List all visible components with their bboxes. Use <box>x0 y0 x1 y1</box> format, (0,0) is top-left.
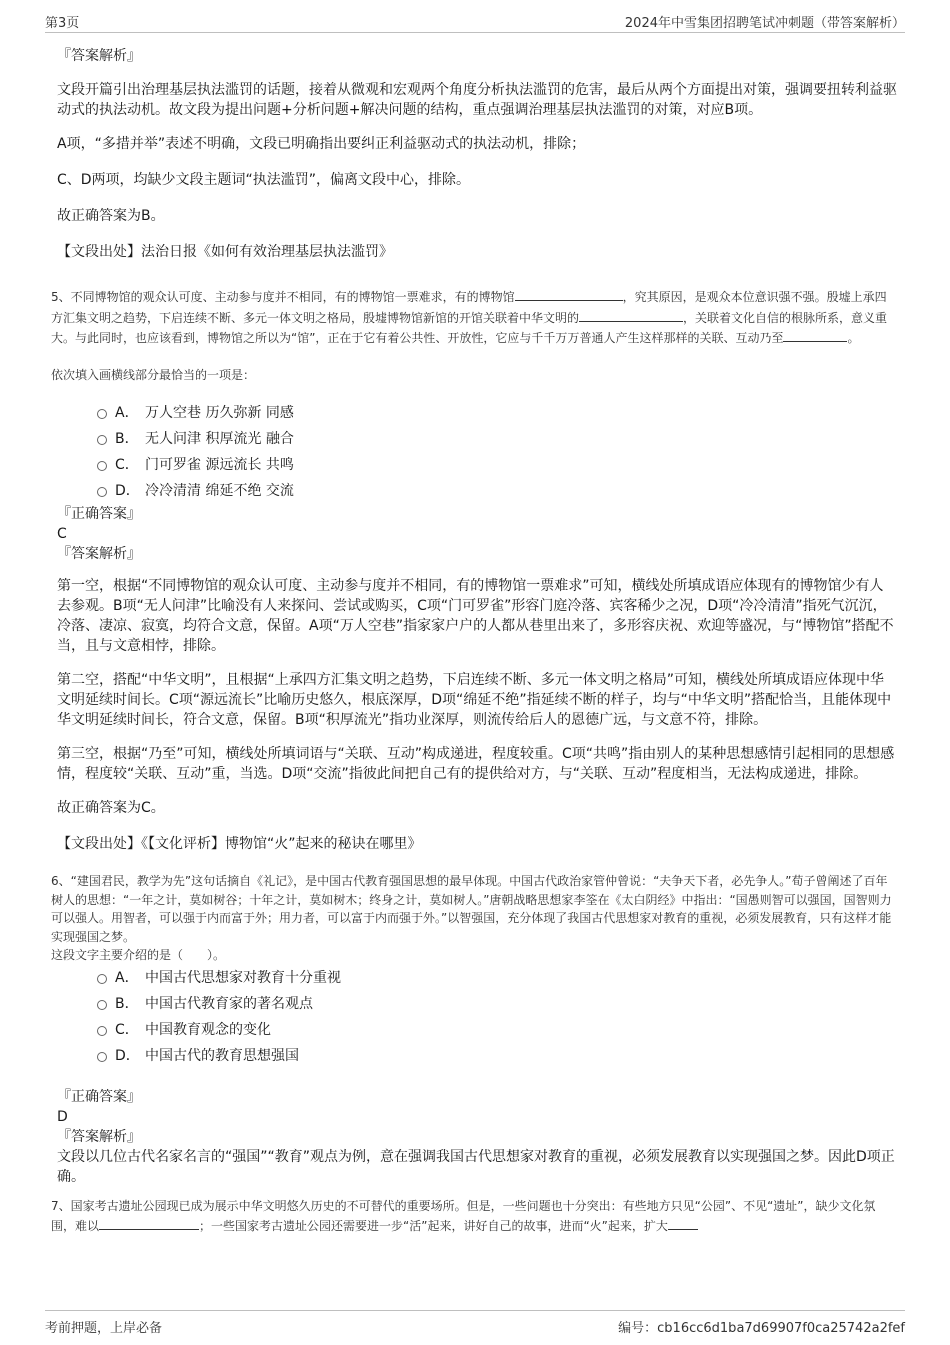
q5-stem: 5、不同博物馆的观众认可度、主动参与度并不相同，有的博物馆一票难求，有的博物馆 ，究其原因，是观众本位意识强不强。殷墟上承四方汇集文明之趋势，下启连续不断、多元一体文明之格局，殷墟博物馆新馆的开馆关联着中华文明的 ，关联着文化自信的根脉所系，意义重大。与此同时，也应该看到，博物馆之所以为“馆”，正在于它有着公共性、开放性，它应与千千万万普通人产生这样那样的关联、互动乃至 。 <box>51 286 897 348</box>
radio-icon[interactable] <box>97 974 107 984</box>
blank-2 <box>668 1215 698 1230</box>
q6-answer: D <box>57 1108 68 1125</box>
q6-instruction: 这段文字主要介绍的是（ ）。 <box>51 948 226 962</box>
q6-option-c[interactable]: C． 中国教育观念的变化 <box>57 1017 897 1043</box>
q4-analysis-p2: A项，“多措并举”表述不明确，文段已明确指出要纠正利益驱动式的执法动机，排除； <box>57 136 586 152</box>
q5-analysis-p3: 第三空，根据“乃至”可知，横线处所填词语与“关联、互动”构成递进，程度较重。C项“共鸣”指由别人的某种思想感情引起相同的思想感情，程度较“关联、互动”重，当选。D项“交流”指彼此间把自己有的提供给对方，与“关联、互动”程度相当，无法构成递进，排除。 <box>57 746 895 782</box>
q5-answer-tag: 『正确答案』 <box>57 506 141 522</box>
page-header <box>45 10 905 33</box>
q6-analysis-tag: 『答案解析』 <box>57 1128 141 1145</box>
radio-icon[interactable] <box>97 1052 107 1062</box>
q6-analysis: 文段以几位古代名家名言的“强国”“教育”观点为例，意在强调我国古代思想家对教育的重视，必须发展教育以实现强国之梦。因此D项正确。 <box>57 1148 895 1185</box>
q5-instruction: 依次填入画横线部分最恰当的一项是： <box>51 367 256 382</box>
blank-2 <box>579 307 683 322</box>
q5-option-c[interactable]: C． 门可罗雀 源远流长 共鸣 <box>57 452 897 478</box>
q5-source: 【文段出处】《【文化评析】博物馆“火”起来的秘诀在哪里》 <box>57 836 422 852</box>
q5-answer: C <box>57 526 67 542</box>
q4-analysis-p1: 文段开篇引出治理基层执法滥罚的话题，接着从微观和宏观两个角度分析执法滥罚的危害，最后从两个方面提出对策，强调要扭转利益驱动式的执法动机。故文段为提出问题+分析问题+解决问题的结构，重点强调治理基层执法滥罚的对策，对应B项。 <box>57 82 897 118</box>
q7-stem: 7、国家考古遗址公园现已成为展示中华文明悠久历史的不可替代的重要场所。但是，一些问题也十分突出：有些地方只见“公园”、不见“遗址”，缺少文化氛围，难以 ；一些国家考古遗址公园还需要进一步“活”起来，讲好自己的故事，进而“火”起来，扩大 <box>51 1198 876 1233</box>
blank-1 <box>515 286 623 301</box>
q6-option-b[interactable]: B． 中国古代教育家的著名观点 <box>57 991 897 1017</box>
page-footer <box>45 1310 905 1337</box>
q4-analysis-p4: 故正确答案为B。 <box>57 208 165 224</box>
q4-analysis-p3: C、D两项，均缺少文段主题词“执法滥罚”，偏离文段中心，排除。 <box>57 172 471 188</box>
q5-analysis-p1: 第一空，根据“不同博物馆的观众认可度、主动参与度并不相同，有的博物馆一票难求”可知，横线处所填成语应体现有的博物馆少有人去参观。B项“无人问津”比喻没有人来探问、尝试或购买，C项“门可罗雀”形容门庭冷落、宾客稀少之况，D项“冷冷清清”指死气沉沉，冷落、凄凉、寂寞，均符合文意，保留。A项“万人空巷”指家家户户的人都从巷里出来了，多形容庆祝、欢迎等盛况，与“博物馆”搭配不当，且与文意相悖，排除。 <box>57 578 894 654</box>
q5-analysis-p2: 第二空，搭配“中华文明”，且根据“上承四方汇集文明之趋势，下启连续不断、多元一体文明之格局”可知，横线处所填成语应体现中华文明延续时间长。C项“源远流长”比喻历史悠久，根底深厚，D项“绵延不绝”指延续不断的样子，均与“中华文明”搭配恰当，且能体现中华文明延续时间长，符合文意，保留。B项“积厚流光”指功业深厚，则流传给后人的恩德广远，与文意不符，排除。 <box>57 672 892 728</box>
footer-slogan: 考前押题，上岸必备 <box>45 1321 163 1336</box>
q5-option-a[interactable]: A． 万人空巷 历久弥新 同感 <box>57 400 897 426</box>
page-number: 第3页 <box>45 16 80 31</box>
q5-option-b[interactable]: B． 无人问津 积厚流光 融合 <box>57 426 897 452</box>
radio-icon[interactable] <box>97 461 107 471</box>
q6-answer-tag: 『正确答案』 <box>57 1088 141 1105</box>
q5-option-d[interactable]: D． 冷冷清清 绵延不绝 交流 <box>57 478 897 504</box>
q4-analysis-tag: 『答案解析』 <box>57 48 141 64</box>
q6-option-d[interactable]: D． 中国古代的教育思想强国 <box>57 1043 897 1069</box>
q5-analysis-p4: 故正确答案为C。 <box>57 800 165 816</box>
radio-icon[interactable] <box>97 435 107 445</box>
radio-icon[interactable] <box>97 1026 107 1036</box>
page-content <box>51 46 897 1236</box>
q4-source: 【文段出处】法治日报《如何有效治理基层执法滥罚》 <box>57 244 393 260</box>
q6-option-a[interactable]: A． 中国古代思想家对教育十分重视 <box>57 965 897 991</box>
radio-icon[interactable] <box>97 1000 107 1010</box>
document-title: 2024年中雪集团招聘笔试冲刺题（带答案解析） <box>624 16 905 31</box>
blank-1 <box>99 1215 199 1230</box>
document-serial: 编号：cb16cc6d1ba7d69907f0ca25742a2fef <box>618 1321 905 1336</box>
q5-analysis-tag: 『答案解析』 <box>57 546 141 562</box>
blank-3 <box>783 327 847 342</box>
radio-icon[interactable] <box>97 409 107 419</box>
q6-stem: 6、“建国君民，教学为先”这句话摘自《礼记》，是中国古代教育强国思想的最早体现。中国古代政治家管仲曾说：“夫争天下者，必先争人。”荀子曾阐述了百年树人的思想：“一年之计，莫如树谷；十年之计，莫如树木；终身之计，莫如树人。”唐朝战略思想家李筌在《太白阴经》中指出：“国愚则智可以强国，国智则力可以强人。用智者，可以强于内而富于外；用力者，可以富于内而强于外。”以智强国，充分体现了我国古代思想家对教育的重视，必须发展教育，只有这样才能实现强国之梦。 <box>51 874 892 944</box>
radio-icon[interactable] <box>97 487 107 497</box>
